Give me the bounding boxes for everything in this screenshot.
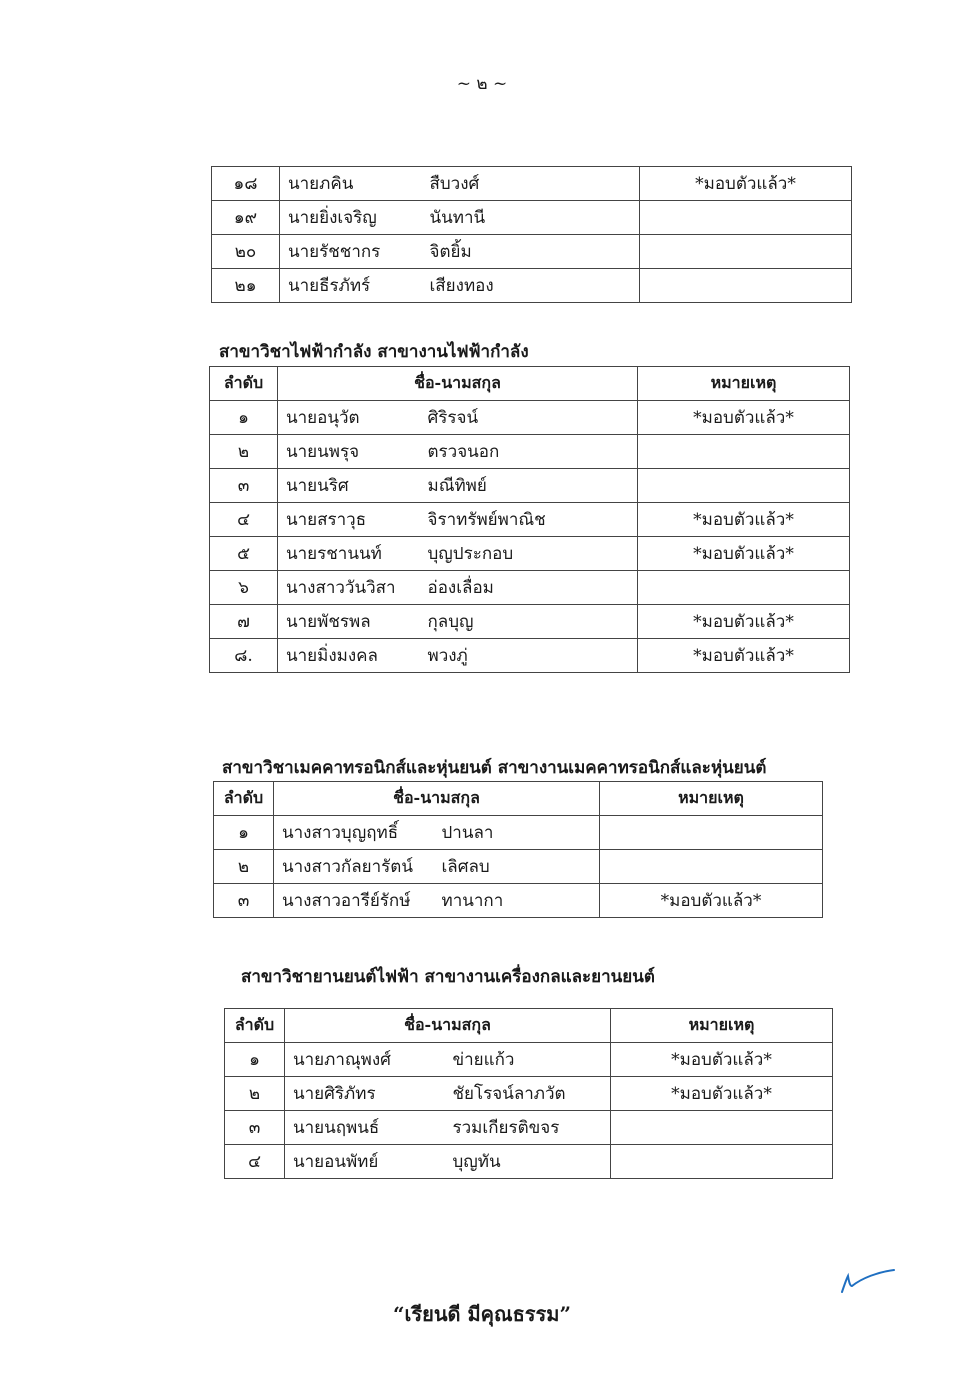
table-row: ๑ นายภาณุพงศ์ ข่ายแก้ว *มอบตัวแล้ว* bbox=[225, 1043, 833, 1077]
section-title-electrical-power: สาขาวิชาไฟฟ้ากำลัง สาขางานไฟฟ้ากำลัง bbox=[219, 342, 529, 362]
table-row: ๒๑ นายธีรภัทร์ เสียงทอง bbox=[212, 269, 852, 303]
column-header-index: ลำดับ bbox=[210, 367, 278, 401]
table-row: ๒ นายนพรุจ ตรวจนอก bbox=[210, 435, 850, 469]
table-row: ๑๘ นายภคิน สืบวงศ์ *มอบตัวแล้ว* bbox=[212, 167, 852, 201]
column-header-name: ชื่อ-นามสกุล bbox=[274, 782, 600, 816]
table-row: ๑ นายอนุวัต ศิริรจน์ *มอบตัวแล้ว* bbox=[210, 401, 850, 435]
table-header-row bbox=[210, 367, 850, 401]
motto: “เรียนดี มีคุณธรรม” bbox=[393, 1302, 571, 1326]
table-row: ๔ นายอนพัทย์ บุญทัน bbox=[225, 1145, 833, 1179]
table-row: ๑๙ นายยิ่งเจริญ นันทานี bbox=[212, 201, 852, 235]
table-row: ๓ นายนฤพนธ์ รวมเกียรติขจร bbox=[225, 1111, 833, 1145]
column-header-index: ลำดับ bbox=[214, 782, 274, 816]
table-row: ๕ นายรชานนท์ บุญประกอบ *มอบตัวแล้ว* bbox=[210, 537, 850, 571]
section-title-electric-vehicle: สาขาวิชายานยนต์ไฟฟ้า สาขางานเครื่องกลและยานยนต์ bbox=[241, 967, 655, 987]
column-header-note: หมายเหตุ bbox=[638, 367, 850, 401]
table-header-row bbox=[214, 782, 823, 816]
column-header-note: หมายเหตุ bbox=[611, 1009, 833, 1043]
table-row: ๘. นายมิ่งมงคล พวงภู่ *มอบตัวแล้ว* bbox=[210, 639, 850, 673]
table-header-row bbox=[225, 1009, 833, 1043]
table-row: ๗ นายพัชรพล กุลบุญ *มอบตัวแล้ว* bbox=[210, 605, 850, 639]
signature-mark-icon bbox=[838, 1264, 898, 1298]
column-header-note: หมายเหตุ bbox=[600, 782, 823, 816]
table-row: ๖ นางสาววันวิสา อ่องเลื่อม bbox=[210, 571, 850, 605]
page-number: ~ ๒ ~ bbox=[456, 74, 508, 94]
electrical-power-table bbox=[209, 366, 850, 673]
table-row: ๒ นายศิริภัทร ชัยโรจน์ลาภวัต *มอบตัวแล้ว* bbox=[225, 1077, 833, 1111]
table-row: ๒ นางสาวกัลยารัตน์ เลิศลบ bbox=[214, 850, 823, 884]
continuation-table bbox=[211, 166, 852, 303]
table-row: ๒๐ นายรัชชากร จิตยิ้ม bbox=[212, 235, 852, 269]
mechatronics-table bbox=[213, 781, 823, 918]
table-row: ๔ นายสราวุธ จิราทรัพย์พาณิช *มอบตัวแล้ว* bbox=[210, 503, 850, 537]
electric-vehicle-table bbox=[224, 1008, 833, 1179]
table-row: ๓ นายนริศ มณีทิพย์ bbox=[210, 469, 850, 503]
section-title-mechatronics: สาขาวิชาเมคคาทรอนิกส์และหุ่นยนต์ สาขางานเมคคาทรอนิกส์และหุ่นยนต์ bbox=[222, 758, 767, 778]
table-row: ๓ นางสาวอารีย์รักษ์ ทานากา *มอบตัวแล้ว* bbox=[214, 884, 823, 918]
column-header-index: ลำดับ bbox=[225, 1009, 285, 1043]
column-header-name: ชื่อ-นามสกุล bbox=[278, 367, 638, 401]
column-header-name: ชื่อ-นามสกุล bbox=[285, 1009, 611, 1043]
table-row: ๑ นางสาวบุญฤทธิ์ ปานลา bbox=[214, 816, 823, 850]
